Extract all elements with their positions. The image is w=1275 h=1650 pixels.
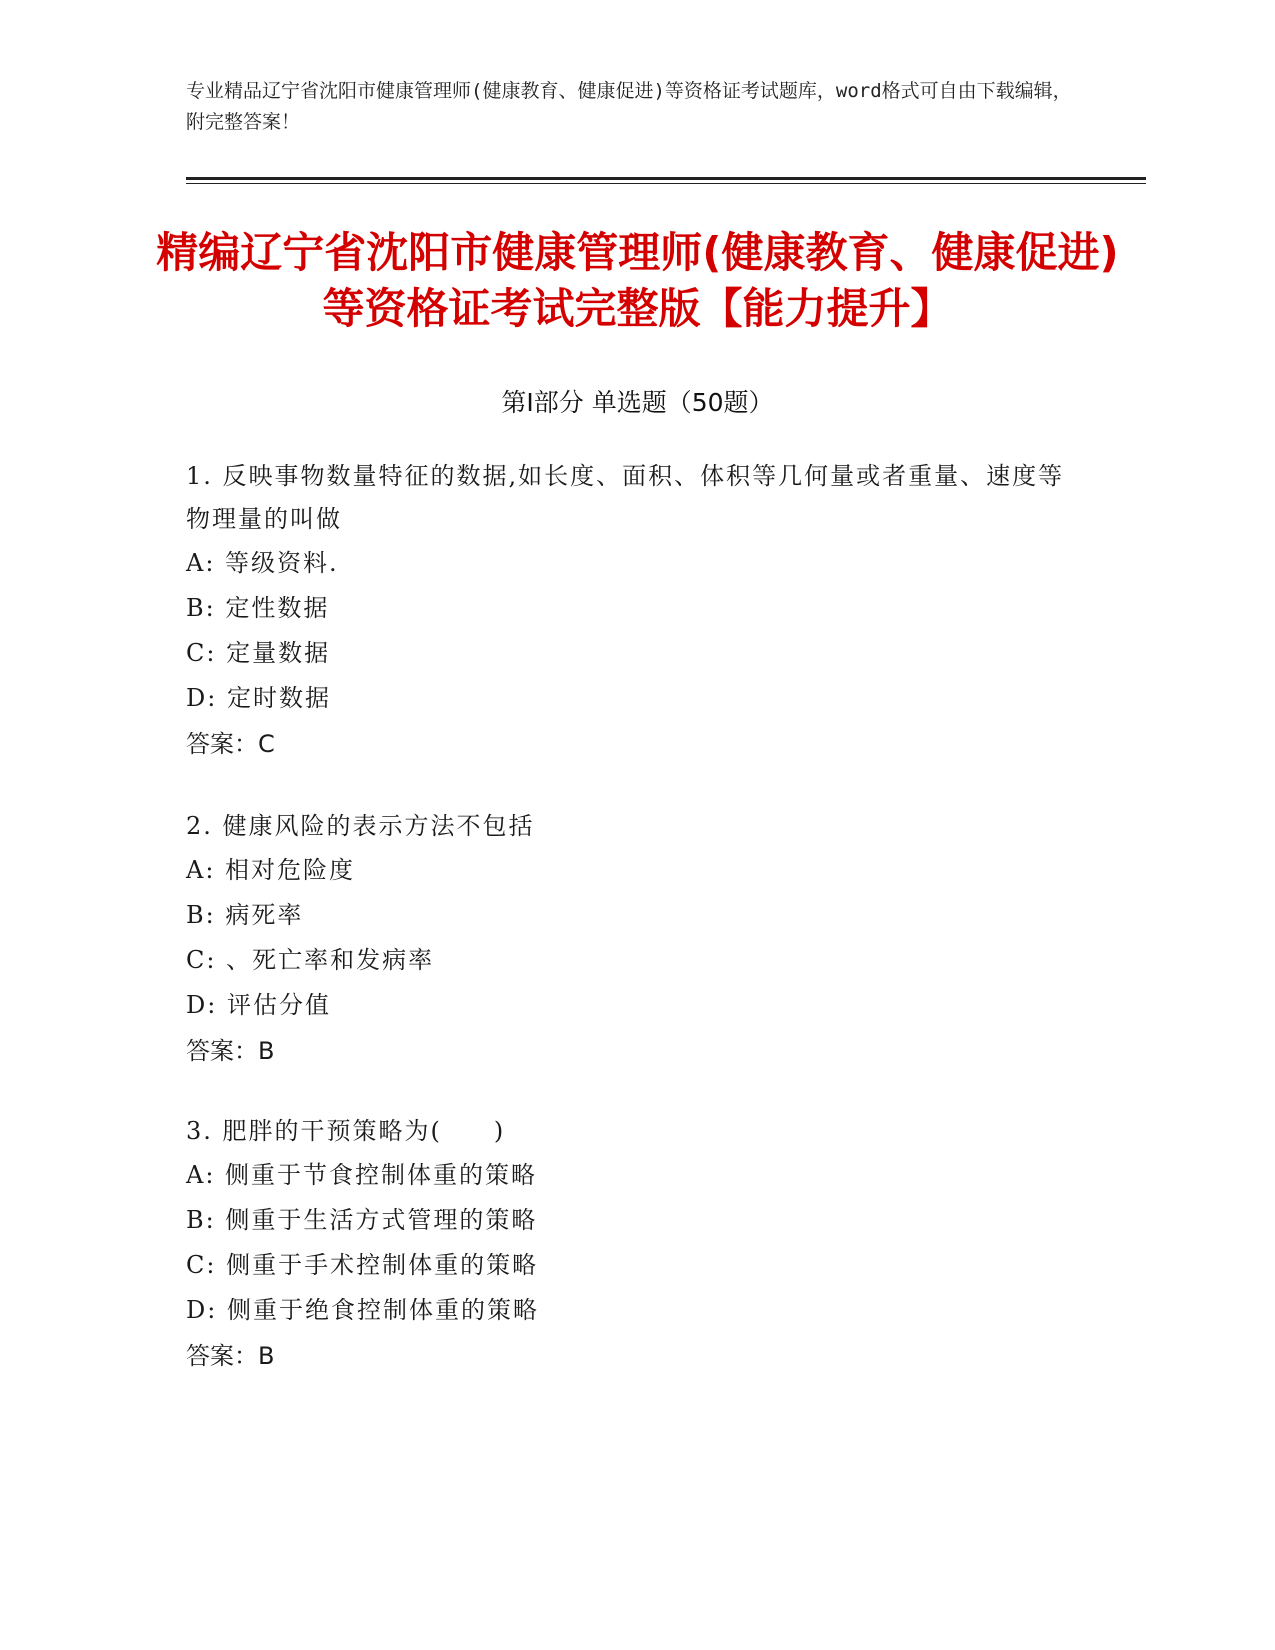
option-b: B: 病死率	[186, 901, 304, 929]
document-title: 精编辽宁省沈阳市健康管理师(健康教育、健康促进)等资格证考试完整版【能力提升】	[156, 228, 1119, 333]
answer: 答案：B	[186, 1037, 275, 1065]
option-c: C: 定量数据	[186, 639, 331, 667]
header-note: 专业精品辽宁省沈阳市健康管理师(健康教育、健康促进)等资格证考试题库，word格式可自由下载编辑，附完整答案！	[186, 80, 1072, 133]
answer: 答案：B	[186, 1342, 275, 1370]
question-stem: 3. 肥胖的干预策略为( )	[186, 1117, 506, 1145]
header-divider-thin	[186, 183, 1146, 184]
option-d: D: 侧重于绝食控制体重的策略	[186, 1296, 539, 1324]
answer: 答案：C	[186, 730, 275, 758]
option-c: C: 侧重于手术控制体重的策略	[186, 1251, 539, 1279]
option-a: A: 等级资料.	[186, 549, 339, 577]
option-c: C: 、死亡率和发病率	[186, 946, 435, 974]
option-b: B: 定性数据	[186, 594, 330, 622]
question-stem: 2. 健康风险的表示方法不包括	[186, 812, 535, 840]
option-d: D: 定时数据	[186, 684, 331, 712]
section-title: 第Ⅰ部分 单选题（50题）	[501, 388, 774, 417]
option-b: B: 侧重于生活方式管理的策略	[186, 1206, 538, 1234]
question-3	[186, 1110, 1066, 1379]
question-stem: 1. 反映事物数量特征的数据,如长度、面积、体积等几何量或者重量、速度等物理量的叫做	[186, 462, 1065, 533]
option-a: A: 相对危险度	[186, 856, 356, 884]
question-2	[186, 805, 1066, 1074]
header-divider-thick	[186, 177, 1146, 180]
option-d: D: 评估分值	[186, 991, 331, 1019]
option-a: A: 侧重于节食控制体重的策略	[186, 1161, 538, 1189]
question-1	[186, 455, 1066, 767]
